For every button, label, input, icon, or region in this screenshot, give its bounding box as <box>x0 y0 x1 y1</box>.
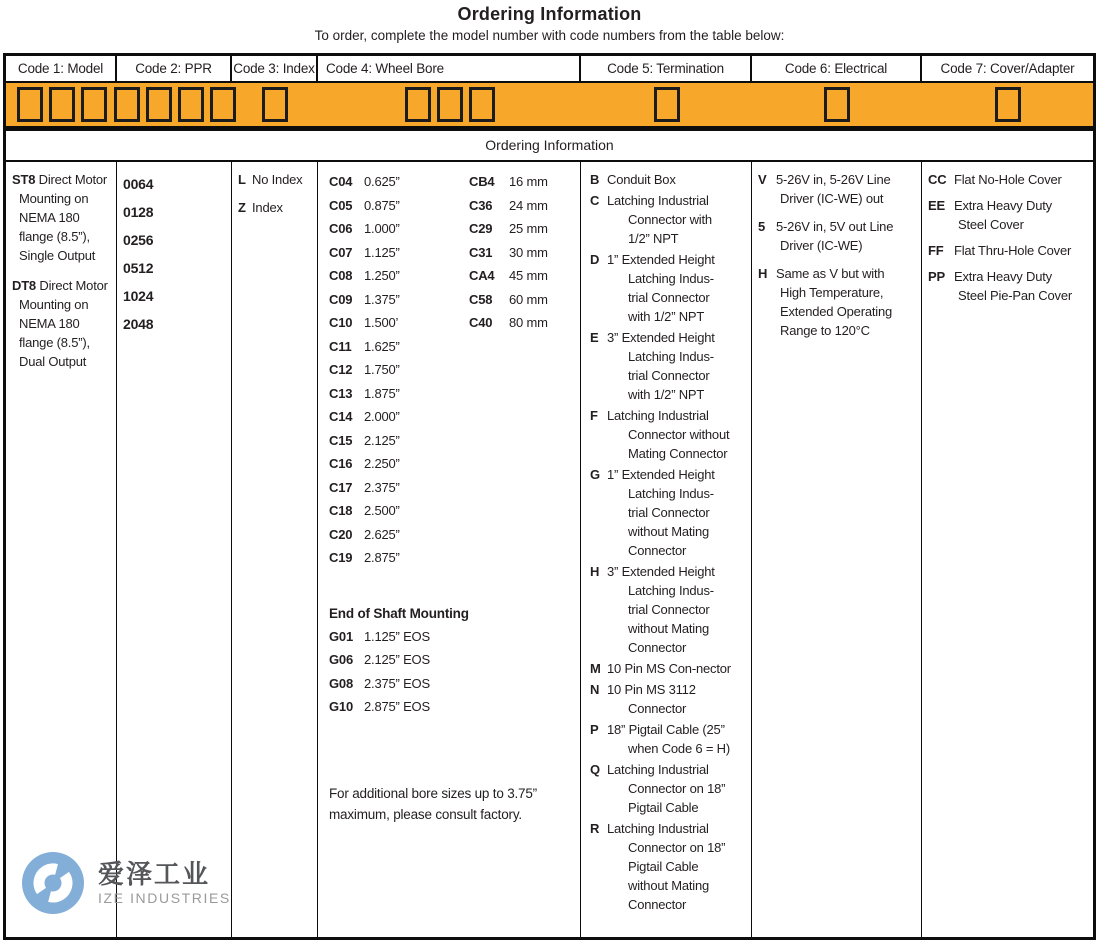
bore-code: C58 <box>469 291 493 307</box>
termination-code: E <box>590 330 599 345</box>
bore-item <box>329 452 469 476</box>
model-number-box <box>437 87 463 122</box>
termination-code: P <box>590 722 599 737</box>
bore-item <box>469 194 548 218</box>
logo-chinese-name: 爱泽工业 <box>98 859 211 889</box>
bore-size: 1.750” <box>364 362 400 377</box>
bore-code: C09 <box>329 291 353 307</box>
bore-size: 1.625” <box>364 338 400 354</box>
bore-size: 1.250” <box>364 268 400 283</box>
bore-size: 2.250” <box>364 456 400 471</box>
model-number-box <box>49 87 75 122</box>
termination-desc: Latching Industrial Connector on 18” Pigtail Cable <box>607 762 726 815</box>
bore-item <box>329 170 469 194</box>
eos-item <box>329 672 576 696</box>
termination-code: Q <box>590 762 600 777</box>
bore-code: C07 <box>329 244 353 260</box>
cover-item <box>928 241 1081 260</box>
cover-desc: Flat No-Hole Cover <box>954 172 1062 187</box>
bore-code: C29 <box>469 221 493 236</box>
code-boxes <box>405 87 495 122</box>
eos-code: G10 <box>329 699 353 714</box>
bore-size: 0.625” <box>364 174 400 189</box>
bore-size: 2.125” <box>364 432 400 448</box>
model-desc: Direct Motor Mounting on NEMA 180 flange (8.5”), Dual Output <box>19 278 108 369</box>
bore-item <box>329 523 469 547</box>
cover-code: PP <box>928 269 945 284</box>
cover-desc: Flat Thru-Hole Cover <box>954 243 1072 258</box>
bore-code: CA4 <box>469 268 495 283</box>
index-code: L <box>238 172 246 187</box>
ppr-value: 0128 <box>123 204 154 220</box>
column-header-cell <box>922 56 1093 81</box>
column-header-label: Code 5: Termination <box>607 61 724 76</box>
code-boxes <box>995 87 1021 122</box>
cover-desc: Extra Heavy Duty Steel Pie-Pan Cover <box>954 269 1072 303</box>
bore-code: C14 <box>329 409 353 424</box>
column-header-label: Code 6: Electrical <box>784 61 888 76</box>
model-number-box <box>178 87 204 122</box>
code-box-group <box>581 83 752 126</box>
bore-size: 30 mm <box>509 244 548 260</box>
wheel-bore-cell <box>318 162 581 937</box>
electrical-code: H <box>758 266 768 281</box>
bore-item <box>329 335 469 359</box>
bore-item <box>469 241 548 265</box>
termination-code: B <box>590 172 600 187</box>
electrical-code: 5 <box>758 219 766 234</box>
bore-item <box>329 358 469 382</box>
column-header-label: Code 1: Model <box>17 61 104 76</box>
code-boxes <box>17 87 107 122</box>
table-body-row <box>6 162 1093 937</box>
ppr-cell <box>117 162 232 937</box>
bore-lists <box>329 170 576 570</box>
termination-code: H <box>590 564 600 579</box>
ppr-value: 2048 <box>123 316 154 332</box>
bore-size: 25 mm <box>509 221 548 236</box>
code-box-group <box>752 83 922 126</box>
termination-item <box>590 328 731 404</box>
bore-code: CB4 <box>469 174 495 189</box>
cover-desc: Extra Heavy Duty Steel Cover <box>954 198 1052 232</box>
bore-size: 2.500” <box>364 503 400 518</box>
bore-code: C19 <box>329 550 353 565</box>
ppr-list <box>123 170 227 338</box>
model-number-box <box>81 87 107 122</box>
electrical-item <box>758 170 903 208</box>
code-box-group <box>117 83 232 126</box>
termination-desc: Latching Industrial Connector with 1/2” NPT <box>607 193 712 246</box>
eos-size: 1.125” EOS <box>364 628 430 644</box>
bore-size: 2.625” <box>364 526 400 542</box>
bore-item <box>469 217 548 241</box>
column-header-cell <box>318 56 581 81</box>
bore-size: 24 mm <box>509 197 548 213</box>
index-cell <box>232 162 318 937</box>
code-boxes <box>262 87 288 122</box>
cover-item <box>928 267 1081 305</box>
column-header-cell <box>581 56 752 81</box>
termination-desc: Conduit Box <box>607 172 676 187</box>
bore-size: 2.375” <box>364 479 400 495</box>
bore-code: C15 <box>329 432 353 448</box>
termination-cell <box>581 162 752 937</box>
bore-code: C16 <box>329 456 353 471</box>
index-item <box>238 170 313 189</box>
termination-code: N <box>590 682 600 697</box>
eos-size: 2.125” EOS <box>364 652 430 667</box>
eos-code: G08 <box>329 675 353 691</box>
bore-size: 1.000” <box>364 221 400 236</box>
bore-item <box>329 311 469 335</box>
column-header-cell <box>117 56 232 81</box>
bore-item <box>329 241 469 265</box>
model-number-strip <box>6 83 1093 131</box>
model-number-box <box>654 87 680 122</box>
model-number-box <box>114 87 140 122</box>
column-header-label: Code 3: Index <box>233 61 315 76</box>
bore-size: 1.500’ <box>364 315 399 330</box>
bore-item <box>329 546 469 570</box>
termination-item <box>590 191 731 248</box>
bore-code: C11 <box>329 338 352 354</box>
eos-size: 2.375” EOS <box>364 675 430 691</box>
termination-desc: 10 Pin MS Con-nector <box>607 661 731 676</box>
bore-size: 2.875” <box>364 550 400 565</box>
cover-item <box>928 196 1081 234</box>
column-header-label: Code 2: PPR <box>135 61 212 76</box>
bore-size: 1.375” <box>364 291 400 307</box>
bore-item <box>329 288 469 312</box>
electrical-item <box>758 264 903 340</box>
eos-code: G06 <box>329 652 353 667</box>
bore-size: 1.125” <box>364 244 400 260</box>
bore-size: 45 mm <box>509 268 548 283</box>
bore-item <box>329 429 469 453</box>
electrical-desc: 5-26V in, 5-26V Line Driver (IC-WE) out <box>776 172 891 206</box>
bore-code: C36 <box>469 197 493 213</box>
bore-note: For additional bore sizes up to 3.75” maximum, please consult factory. <box>329 785 537 822</box>
ppr-value: 0064 <box>123 176 154 192</box>
bore-inch-list <box>329 170 469 570</box>
bore-code: C13 <box>329 385 353 401</box>
code-box-group <box>6 83 117 126</box>
termination-code: F <box>590 408 598 423</box>
electrical-desc: 5-26V in, 5V out Line Driver (IC-WE) <box>776 219 894 253</box>
termination-item <box>590 562 731 657</box>
code-boxes <box>654 87 680 122</box>
cover-code: EE <box>928 198 945 213</box>
bore-size: 60 mm <box>509 291 548 307</box>
model-number-box <box>262 87 288 122</box>
termination-item <box>590 250 731 326</box>
column-header-cell <box>6 56 117 81</box>
eos-item <box>329 625 576 649</box>
cover-list <box>928 170 1081 305</box>
cover-item <box>928 170 1081 189</box>
bore-item <box>329 476 469 500</box>
bore-code: C06 <box>329 221 353 236</box>
electrical-desc: Same as V but with High Temperature, Extended Operating Range to 120°C <box>776 266 893 338</box>
bore-item <box>469 170 548 194</box>
cover-code: FF <box>928 243 944 258</box>
bore-code: C40 <box>469 315 493 330</box>
bore-item <box>329 382 469 406</box>
index-list <box>238 170 313 217</box>
page-subtitle: To order, complete the model number with code numbers from the table below: <box>314 28 785 43</box>
termination-item <box>590 819 731 914</box>
bore-item <box>469 311 548 335</box>
logo-text <box>98 860 231 906</box>
model-list <box>12 170 112 371</box>
bore-item <box>329 194 469 218</box>
bore-mm-list <box>469 170 548 570</box>
bore-size: 80 mm <box>509 315 548 330</box>
bore-size: 1.875” <box>364 385 400 401</box>
table-header-row <box>6 56 1093 83</box>
termination-item <box>590 760 731 817</box>
ppr-value: 1024 <box>123 288 154 304</box>
model-number-box <box>146 87 172 122</box>
ppr-value: 0512 <box>123 260 154 276</box>
termination-item <box>590 680 731 718</box>
eos-list <box>329 625 576 719</box>
termination-item <box>590 720 731 758</box>
bore-code: C20 <box>329 526 353 542</box>
bore-item <box>469 288 548 312</box>
model-number-box <box>17 87 43 122</box>
termination-desc: 1” Extended Height Latching Indus-trial Connector without Mating Connector <box>607 467 715 558</box>
model-number-box <box>824 87 850 122</box>
electrical-item <box>758 217 903 255</box>
bore-code: C04 <box>329 174 353 189</box>
termination-item <box>590 465 731 560</box>
bore-item <box>329 264 469 288</box>
index-desc: No Index <box>252 172 303 187</box>
ordering-table <box>3 53 1096 940</box>
code-box-group <box>318 83 581 126</box>
eos-heading: End of Shaft Mounting <box>329 605 469 621</box>
electrical-list <box>758 170 903 340</box>
table-caption: Ordering Information <box>6 131 1093 162</box>
model-item <box>12 170 112 265</box>
termination-desc: Latching Industrial Connector on 18” Pigtail Cable without Mating Connector <box>607 821 726 912</box>
bore-code: C17 <box>329 479 353 495</box>
termination-item <box>590 406 731 463</box>
bore-item <box>329 499 469 523</box>
electrical-code: V <box>758 172 767 187</box>
bore-code: C08 <box>329 268 353 283</box>
column-header-cell <box>232 56 318 81</box>
termination-desc: 3” Extended Height Latching Indus-trial Connector without Mating Connector <box>607 564 715 655</box>
bore-code: C05 <box>329 197 353 213</box>
bore-code: C10 <box>329 315 353 330</box>
code-boxes <box>824 87 850 122</box>
termination-code: M <box>590 661 601 676</box>
cover-code: CC <box>928 172 947 187</box>
bore-size: 16 mm <box>509 174 548 189</box>
model-cell <box>6 162 117 937</box>
termination-code: G <box>590 467 600 482</box>
code-box-group <box>922 83 1093 126</box>
termination-desc: 1” Extended Height Latching Indus-trial Connector with 1/2” NPT <box>607 252 715 324</box>
termination-desc: 3” Extended Height Latching Indus-trial Connector with 1/2” NPT <box>607 330 715 402</box>
column-header-cell <box>752 56 922 81</box>
eos-item <box>329 695 576 719</box>
termination-desc: 18” Pigtail Cable (25” when Code 6 = H) <box>607 722 730 756</box>
model-desc: Direct Motor Mounting on NEMA 180 flange (8.5”), Single Output <box>19 172 108 263</box>
bore-size: 2.000” <box>364 409 400 424</box>
model-item <box>12 276 112 371</box>
termination-desc: Latching Industrial Connector without Mating Connector <box>607 408 730 461</box>
termination-code: D <box>590 252 600 267</box>
eos-size: 2.875” EOS <box>364 699 430 714</box>
column-header-label: Code 7: Cover/Adapter <box>940 61 1075 76</box>
column-header-label: Code 4: Wheel Bore <box>326 61 444 76</box>
termination-list <box>590 170 731 914</box>
termination-desc: 10 Pin MS 3112 Connector <box>607 682 696 716</box>
bore-code: C12 <box>329 362 353 377</box>
cover-adapter-cell <box>922 162 1093 937</box>
page-title: Ordering Information <box>457 4 642 24</box>
code-box-group <box>232 83 318 126</box>
model-number-box <box>469 87 495 122</box>
model-code: DT8 <box>12 278 36 293</box>
ize-logo-icon <box>22 852 84 914</box>
termination-code: C <box>590 193 600 208</box>
eos-item <box>329 648 576 672</box>
model-number-box <box>405 87 431 122</box>
code-boxes <box>114 87 236 122</box>
bore-code: C18 <box>329 503 353 518</box>
bore-item <box>329 405 469 429</box>
index-desc: Index <box>252 200 283 215</box>
bore-item <box>469 264 548 288</box>
termination-code: R <box>590 821 600 836</box>
bore-code: C31 <box>469 244 493 260</box>
termination-item <box>590 659 731 678</box>
model-number-box <box>995 87 1021 122</box>
index-code: Z <box>238 200 246 215</box>
ppr-value: 0256 <box>123 232 154 248</box>
termination-item <box>590 170 731 189</box>
bore-size: 0.875” <box>364 197 400 213</box>
electrical-cell <box>752 162 922 937</box>
index-item <box>238 198 313 217</box>
eos-code: G01 <box>329 628 353 644</box>
model-code: ST8 <box>12 172 36 187</box>
logo-english-name: IZE INDUSTRIES <box>98 890 231 906</box>
bore-item <box>329 217 469 241</box>
ize-logo <box>22 852 231 914</box>
